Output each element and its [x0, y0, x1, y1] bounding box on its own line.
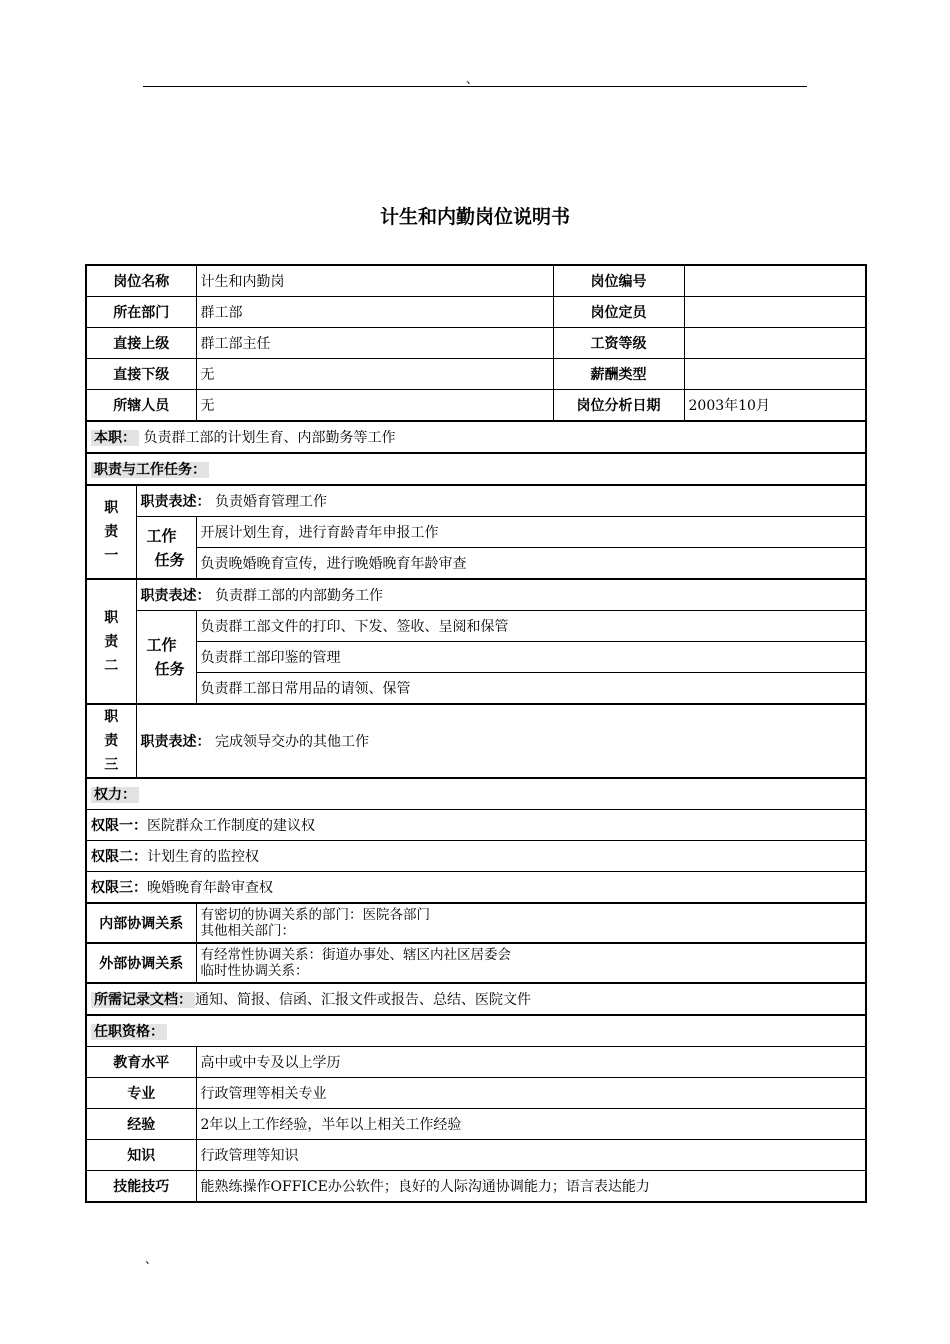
info-label: 直接下级 [86, 359, 196, 390]
duty-statement: 负责群工部的内部勤务工作 [214, 588, 383, 604]
records-row [86, 983, 866, 1015]
internal-relations-line: 有密切的协调关系的部门：医院各部门 [200, 907, 430, 923]
duty-2-name: 职 责 二 [86, 579, 136, 704]
qualification-value: 行政管理等知识 [196, 1140, 866, 1171]
qualification-row [86, 1109, 866, 1140]
qualification-row [86, 1078, 866, 1109]
authority-label: 权限三： [91, 880, 147, 896]
info-row [86, 265, 866, 297]
info-label: 薪酬类型 [553, 359, 684, 390]
external-relations-line: 临时性协调关系： [200, 963, 309, 979]
info-value: 2003年10月 [684, 390, 866, 422]
benzhi-row [86, 421, 866, 453]
authority-label: 权限二： [91, 849, 147, 865]
authority-heading: 权力： [91, 787, 139, 803]
authority-text: 晚婚晚育年龄审查权 [147, 880, 273, 896]
internal-relations-row [86, 903, 866, 943]
authority-row [86, 810, 866, 841]
records-label: 所需记录文档： [91, 992, 195, 1008]
duty-2-task-row [86, 611, 866, 642]
info-value: 无 [196, 390, 553, 422]
duty-3-name: 职 责 三 [86, 704, 136, 778]
duty-statement-label: 职责表述： [140, 734, 211, 750]
duty-3-row [86, 704, 866, 778]
header-mark: 、 [466, 72, 479, 86]
info-label: 岗位编号 [553, 265, 684, 297]
external-relations-label: 外部协调关系 [86, 943, 196, 983]
duty-statement: 负责婚育管理工作 [214, 494, 327, 510]
info-value [684, 328, 866, 359]
duties-heading: 职责与工作任务： [91, 462, 209, 478]
duty-task: 负责晚婚晚育宣传，进行晚婚晚育年龄审查 [196, 548, 866, 580]
duty-task: 负责群工部印鉴的管理 [196, 642, 866, 673]
duty-1-statement-row [86, 485, 866, 517]
qualification-row [86, 1140, 866, 1171]
info-value: 群工部主任 [196, 328, 553, 359]
info-label: 工资等级 [553, 328, 684, 359]
duty-statement-label: 职责表述： [140, 588, 211, 604]
authority-label: 权限一： [91, 818, 147, 834]
external-relations-row [86, 943, 866, 983]
duty-2-task-row [86, 673, 866, 705]
duty-task: 负责群工部日常用品的请领、保管 [196, 673, 866, 705]
info-label: 所辖人员 [86, 390, 196, 422]
duties-heading-row [86, 453, 866, 485]
info-value: 无 [196, 359, 553, 390]
authority-text: 医院群众工作制度的建议权 [147, 818, 315, 834]
duty-statement: 完成领导交办的其他工作 [214, 734, 369, 750]
info-value [684, 265, 866, 297]
duty-task: 负责群工部文件的打印、下发、签收、呈阅和保管 [196, 611, 866, 642]
qualification-heading: 任职资格： [91, 1024, 167, 1040]
duty-1-task-row [86, 548, 866, 580]
duty-task: 开展计划生育，进行育龄青年申报工作 [196, 517, 866, 548]
footer-mark: 、 [145, 1252, 158, 1266]
qualification-row [86, 1047, 866, 1078]
info-row [86, 390, 866, 422]
duty-1-task-row [86, 517, 866, 548]
qualification-value: 能熟练操作OFFICE办公软件；良好的人际沟通协调能力；语言表达能力 [196, 1171, 866, 1203]
benzhi-text: 负责群工部的计划生育、内部勤务等工作 [143, 430, 396, 446]
info-label: 岗位名称 [86, 265, 196, 297]
qualification-label: 经验 [86, 1109, 196, 1140]
authority-row [86, 872, 866, 904]
duty-2-statement-row [86, 579, 866, 611]
info-row [86, 359, 866, 390]
info-row [86, 328, 866, 359]
duty-1-name: 职 责 一 [86, 485, 136, 579]
duty-1-task-label: 工作 任务 [136, 517, 196, 580]
job-description-table [85, 264, 867, 1203]
info-row [86, 297, 866, 328]
external-relations-line: 有经常性协调关系：街道办事处、辖区内社区居委会 [200, 947, 511, 963]
records-text: 通知、简报、信函、汇报文件或报告、总结、医院文件 [195, 992, 531, 1008]
authority-text: 计划生育的监控权 [147, 849, 259, 865]
header-rule [143, 86, 807, 87]
qualification-value: 行政管理等相关专业 [196, 1078, 866, 1109]
info-label: 所在部门 [86, 297, 196, 328]
benzhi-label: 本职： [91, 430, 139, 446]
info-value: 计生和内勤岗 [196, 265, 553, 297]
duty-2-task-label: 工作 任务 [136, 611, 196, 705]
authority-row [86, 841, 866, 872]
info-label: 直接上级 [86, 328, 196, 359]
qualification-label: 技能技巧 [86, 1171, 196, 1203]
info-label: 岗位定员 [553, 297, 684, 328]
info-value: 群工部 [196, 297, 553, 328]
qualification-row [86, 1171, 866, 1203]
page-title: 计生和内勤岗位说明书 [379, 206, 570, 228]
info-label: 岗位分析日期 [553, 390, 684, 422]
internal-relations-label: 内部协调关系 [86, 903, 196, 943]
qualification-label: 教育水平 [86, 1047, 196, 1078]
qualification-value: 2年以上工作经验，半年以上相关工作经验 [196, 1109, 866, 1140]
qualification-value: 高中或中专及以上学历 [196, 1047, 866, 1078]
qualification-heading-row [86, 1015, 866, 1047]
qualification-label: 知识 [86, 1140, 196, 1171]
qualification-label: 专业 [86, 1078, 196, 1109]
info-value [684, 297, 866, 328]
info-value [684, 359, 866, 390]
internal-relations-line: 其他相关部门： [200, 923, 295, 939]
duty-2-task-row [86, 642, 866, 673]
authority-heading-row [86, 778, 866, 810]
duty-statement-label: 职责表述： [140, 494, 211, 510]
